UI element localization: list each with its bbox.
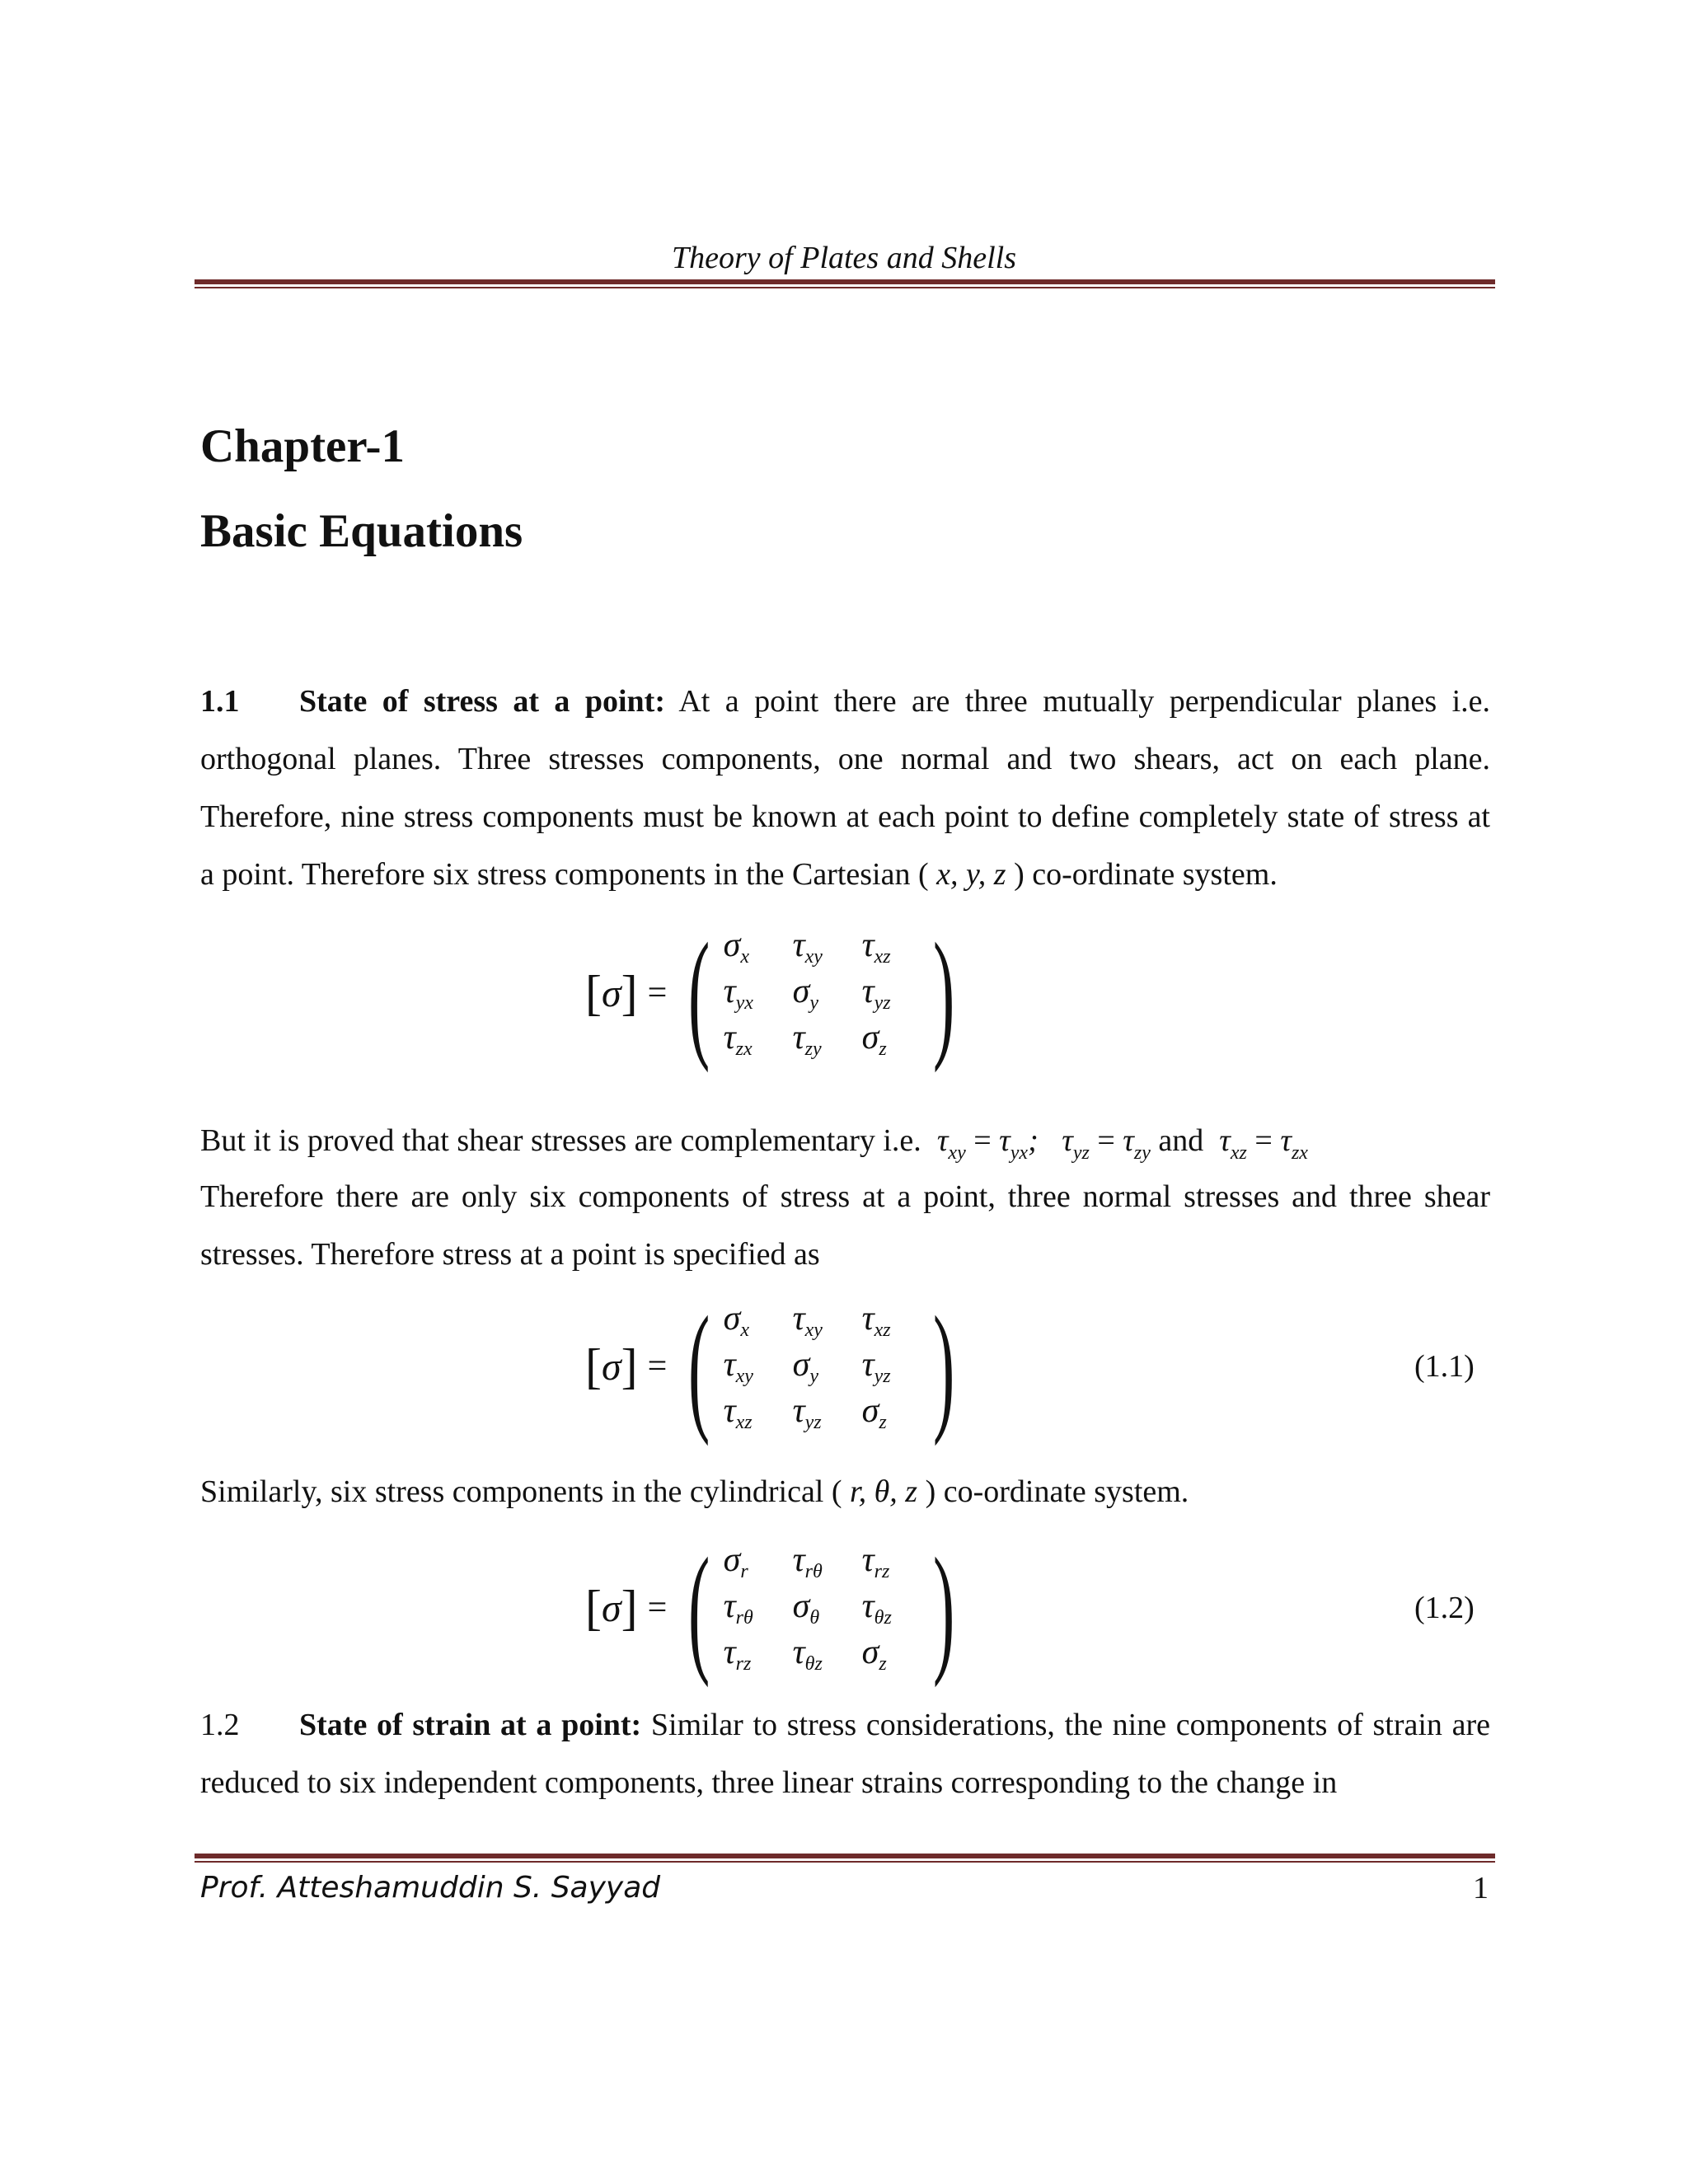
matrix-cell: $\tau_{rz}$ <box>861 1541 890 1582</box>
section-1-1-paragraph <box>200 673 1490 903</box>
matrix-cell: $\sigma_y$ <box>792 972 818 1014</box>
cylindrical-line: Similarly, six stress components in the cylindrical ( r, θ, z ) co-ordinate system. <box>200 1474 1189 1509</box>
section-1-2-paragraph <box>200 1696 1490 1811</box>
matrix-cell: $\tau_{zx}$ <box>723 1019 753 1060</box>
matrix-cell: $\tau_{zy}$ <box>792 1019 822 1060</box>
matrix-lhs: [ σ ] <box>585 965 638 1020</box>
matrix-cell: $\sigma_x$ <box>723 926 749 968</box>
matrix-cell: $\tau_{xy}$ <box>723 1346 753 1387</box>
cartesian-coords: x, y, z <box>936 857 1006 892</box>
footer-author: Prof. Atteshamuddin S. Sayyad <box>200 1871 661 1905</box>
section-number: 1.2 <box>200 1708 240 1742</box>
matrix-grid <box>724 1297 920 1436</box>
matrix-cell: $\tau_{yx}$ <box>723 972 753 1014</box>
section-heading: State of strain at a point: <box>299 1708 642 1742</box>
section-number: 1.1 <box>200 684 240 719</box>
matrix-cell: $\sigma_z$ <box>861 1392 887 1433</box>
matrix-lhs: [ σ ] <box>585 1580 638 1635</box>
footer-rule <box>195 1854 1495 1863</box>
chapter-title: Basic Equations <box>200 505 523 557</box>
and-word: and <box>1158 1123 1204 1158</box>
matrix-cell: $\tau_{xz}$ <box>861 1300 891 1341</box>
matrix-cell: $\sigma_\theta$ <box>792 1587 820 1629</box>
matrix-cell: $\sigma_y$ <box>792 1346 818 1387</box>
matrix-grid <box>724 924 920 1062</box>
section-text-a: At a point there are three mutually perpendicular planes i.e. orthogonal planes. Three stresses components, one normal and two shears, act on each plane. Therefore, nine stress components must be known at each point to define completely state of stress at a point. Therefore six stress components in the Cartesian ( <box>200 684 1490 892</box>
complementary-eq-2: $\tau_{yz} = \tau_{zy}$ <box>1062 1123 1151 1164</box>
matrix-cell: $\tau_{xy}$ <box>792 926 823 968</box>
matrix-cell: $\sigma_x$ <box>723 1300 749 1341</box>
matrix-cell: $\tau_{r\theta}$ <box>792 1541 823 1582</box>
complementary-eq-3: $\tau_{xz} = \tau_{zx}$ <box>1219 1123 1308 1164</box>
section-text: Similar to stress considerations, the nine components of strain are reduced to six independent components, three linear strains corresponding to the change in <box>200 1708 1490 1800</box>
complementary-eq-1: $\tau_{xy} = \tau_{yx}$; <box>936 1123 1039 1164</box>
equation-number-1-2: (1.2) <box>1414 1591 1475 1625</box>
matrix-cell: $\tau_{xy}$ <box>792 1300 823 1341</box>
cylindrical-coords: r, θ, z <box>850 1474 918 1509</box>
matrix-cell: $\tau_{\theta z}$ <box>792 1633 823 1675</box>
header-rule <box>195 279 1495 288</box>
stress-matrix-1: [ σ ] = ( $\sigma_x$ $\tau_{xy}$ $\tau_{xz}$ $\tau_{yx}$ $\sigma_y$ $\tau_{yz}$ $\tau_{zx}$ $\tau_{zy}$ $\sigma_z$ ) <box>585 913 954 1073</box>
matrix-grid <box>724 1539 920 1677</box>
equation-number-1-1: (1.1) <box>1414 1349 1475 1384</box>
matrix-cell: $\sigma_z$ <box>861 1633 887 1675</box>
matrix-cell: $\tau_{yz}$ <box>861 972 891 1014</box>
matrix-cell: $\tau_{r\theta}$ <box>723 1587 753 1629</box>
matrix-cell: $\sigma_z$ <box>861 1019 887 1060</box>
running-header-title: Theory of Plates and Shells <box>672 241 1016 275</box>
stress-matrix-2: [ σ ] = ( $\sigma_x$ $\tau_{xy}$ $\tau_{xz}$ $\tau_{xy}$ $\sigma_y$ $\tau_{yz}$ $\tau_{xz}$ $\tau_{yz}$ $\sigma_z$ ) <box>585 1286 954 1446</box>
page-number: 1 <box>1473 1871 1489 1905</box>
matrix-cell: $\tau_{yz}$ <box>861 1346 891 1387</box>
matrix-cell: $\tau_{rz}$ <box>723 1633 752 1675</box>
chapter-label: Chapter-1 <box>200 420 406 472</box>
six-components-paragraph: Therefore there are only six components of stress at a point, three normal stresses and three shear stresses. Therefore stress at a point is specified as <box>200 1179 1490 1272</box>
section-text-b: ) co-ordinate system. <box>1006 857 1278 892</box>
stress-matrix-3: [ σ ] = ( $\sigma_r$ $\tau_{r\theta}$ $\tau_{rz}$ $\tau_{r\theta}$ $\sigma_\theta$ $\tau_{\theta z}$ $\tau_{rz}$ $\tau_{\theta z}$ $\sigma_z$ ) <box>585 1528 954 1688</box>
complementary-text: But it is proved that shear stresses are complementary i.e. <box>200 1123 921 1158</box>
section-heading: State of stress at a point: <box>299 684 665 719</box>
matrix-cell: $\tau_{xz}$ <box>861 926 891 968</box>
matrix-cell: $\tau_{\theta z}$ <box>861 1587 892 1629</box>
matrix-cell: $\tau_{xz}$ <box>723 1392 753 1433</box>
matrix-cell: $\tau_{yz}$ <box>792 1392 822 1433</box>
matrix-cell: $\sigma_r$ <box>723 1541 748 1582</box>
matrix-lhs: [ σ ] <box>585 1338 638 1394</box>
